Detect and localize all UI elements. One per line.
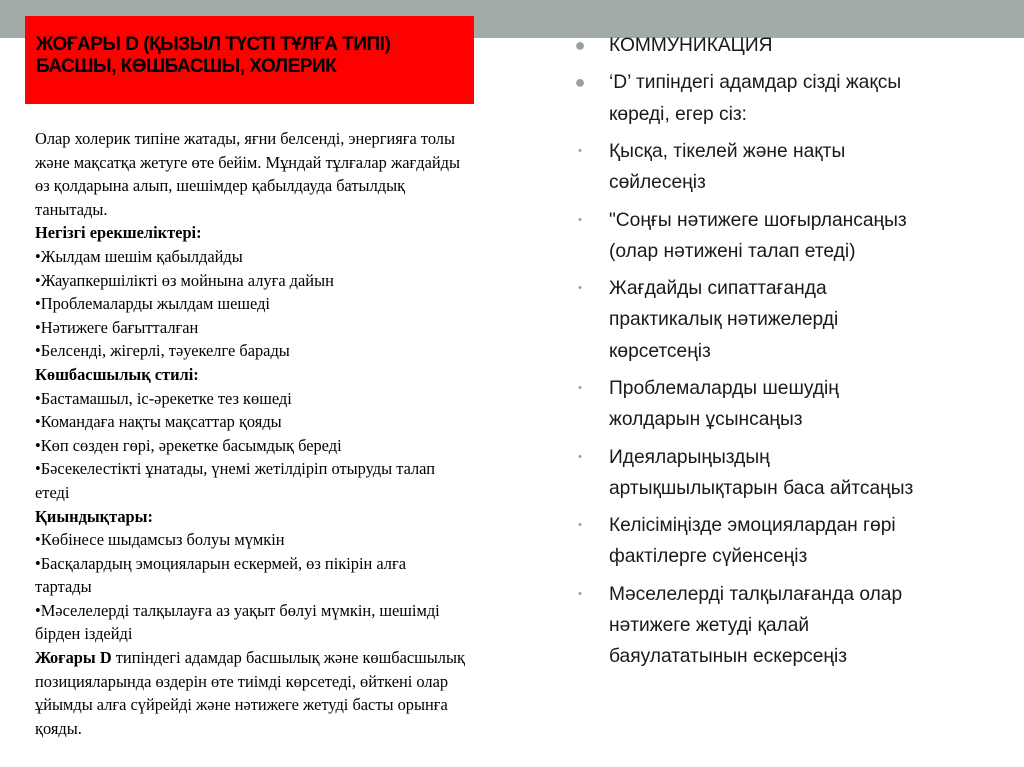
item-line: сөйлесеңіз (609, 172, 706, 194)
feature-item: •Жауапкершілікті өз мойнына алуға дайын (35, 270, 334, 290)
item-line: "Соңғы нәтижеге шоғырлансаңыз (609, 209, 907, 231)
conclusion-text: типіндегі адамдар басшылық және көшбасшылық (111, 648, 465, 668)
title-box (25, 16, 474, 104)
item-line: Мәселелерді талқылағанда олар (609, 583, 903, 605)
leadership-item: •Бәсекелестікті ұнатады, үнемі жетілдіріп отыруды талап (35, 459, 436, 479)
list-item (573, 205, 1013, 267)
item-line: Жағдайды сипаттағанда (609, 278, 827, 300)
leadership-heading: Көшбасшылық стилі: (35, 364, 199, 384)
item-line: фактілерге сүйенсеңіз (609, 546, 808, 568)
left-text-block (35, 127, 565, 740)
difficulty-item: бірден іздейді (35, 624, 133, 644)
item-line: Проблемаларды шешудің (609, 377, 839, 399)
list-item (573, 136, 1013, 198)
feature-item: •Проблемаларды жылдам шешеді (35, 294, 270, 314)
conclusion-line: ұйымды алға сүйрейді және нәтижеге жетуді басты орынға (35, 695, 448, 715)
intro-line: өз қолдарына алып, шешімдер қабылдауда батылдық (35, 176, 406, 196)
feature-item: •Белсенді, жігерлі, тәуекелге барады (35, 341, 290, 361)
item-line: көреді, егер сіз: (609, 103, 748, 125)
bullet-icon: • (578, 213, 582, 226)
item-line: баяулататынын ескерсеңіз (609, 646, 848, 668)
list-item (573, 67, 1013, 129)
item-line: Келісіміңізде эмоциялардан гөрі (609, 515, 896, 537)
bullet-icon: • (578, 450, 582, 463)
item-line: көрсетсеңіз (609, 340, 711, 362)
communication-heading: КОММУНИКАЦИЯ (609, 35, 773, 56)
difficulty-item: •Мәселелерді талқылауға аз уақыт бөлуі мүмкін, шешімді (35, 600, 440, 620)
list-item (573, 510, 1013, 572)
intro-line: Олар холерик типіне жатады, яғни белсенді, энергияға толы (35, 129, 455, 148)
conclusion-line: позицияларында өздерін өте тиімді көрсетеді, өйткені олар (35, 671, 449, 691)
bullet-icon: • (578, 519, 582, 532)
leadership-item: •Көп сөзден гөрі, әрекетке басымдық береді (35, 435, 342, 455)
bullet-icon: ● (574, 35, 586, 55)
intro-line: танытады. (35, 199, 108, 219)
difficulty-item: •Басқалардың эмоцияларын ескермей, өз пікірін алға (35, 553, 406, 573)
leadership-item: •Бастамашыл, іс-әрекетке тез көшеді (35, 388, 292, 408)
list-item (573, 373, 1013, 435)
item-line: практикалық нәтижелерді (609, 309, 839, 331)
intro-line: және мақсатқа жетуге өте бейім. Мұндай тұлғалар жағдайды (35, 152, 461, 172)
item-line: Қысқа, тікелей және нақты (609, 140, 846, 162)
item-line: Идеяларыңыздың (609, 446, 770, 468)
bullet-icon: • (578, 144, 582, 157)
list-item (573, 579, 1013, 673)
feature-item: •Жылдам шешім қабылдайды (35, 246, 243, 266)
item-line: ‘D’ типіндегі адамдар сізді жақсы (609, 72, 902, 94)
difficulties-heading: Қиындықтары: (35, 506, 153, 526)
bullet-icon: • (578, 381, 582, 394)
list-item (573, 442, 1013, 504)
difficulty-item: •Көбінесе шыдамсыз болуы мүмкін (35, 530, 285, 550)
title-line-2: БАСШЫ, КӨШБАСШЫ, ХОЛЕРИК (36, 56, 337, 77)
bullet-icon: • (578, 587, 582, 600)
item-line: артықшылықтарын баса айтсаңыз (609, 477, 914, 499)
feature-item: •Нәтижеге бағытталған (35, 317, 199, 337)
conclusion-line: қояды. (35, 718, 82, 738)
list-item (573, 30, 1013, 61)
list-item (573, 273, 1013, 367)
leadership-item: етеді (35, 482, 70, 502)
difficulty-item: тартады (35, 577, 92, 597)
item-line: нәтижеге жетуді қалай (609, 614, 810, 636)
communication-list (573, 30, 1013, 672)
title-line-1: ЖОҒАРЫ D (ҚЫЗЫЛ ТҮСТІ ТҰЛҒА ТИПІ) (36, 34, 391, 55)
bullet-icon: ● (574, 72, 586, 93)
conclusion-bold: Жоғары D (35, 648, 112, 668)
conclusion-line (35, 646, 565, 670)
leadership-item: •Командаға нақты мақсаттар қояды (35, 412, 282, 432)
bullet-icon: • (578, 282, 582, 295)
slide-title (36, 34, 466, 78)
item-line: жолдарын ұсынсаңыз (609, 409, 803, 431)
features-heading: Негізгі ерекшеліктері: (35, 223, 202, 243)
item-line: (олар нәтижені талап етеді) (609, 240, 856, 262)
